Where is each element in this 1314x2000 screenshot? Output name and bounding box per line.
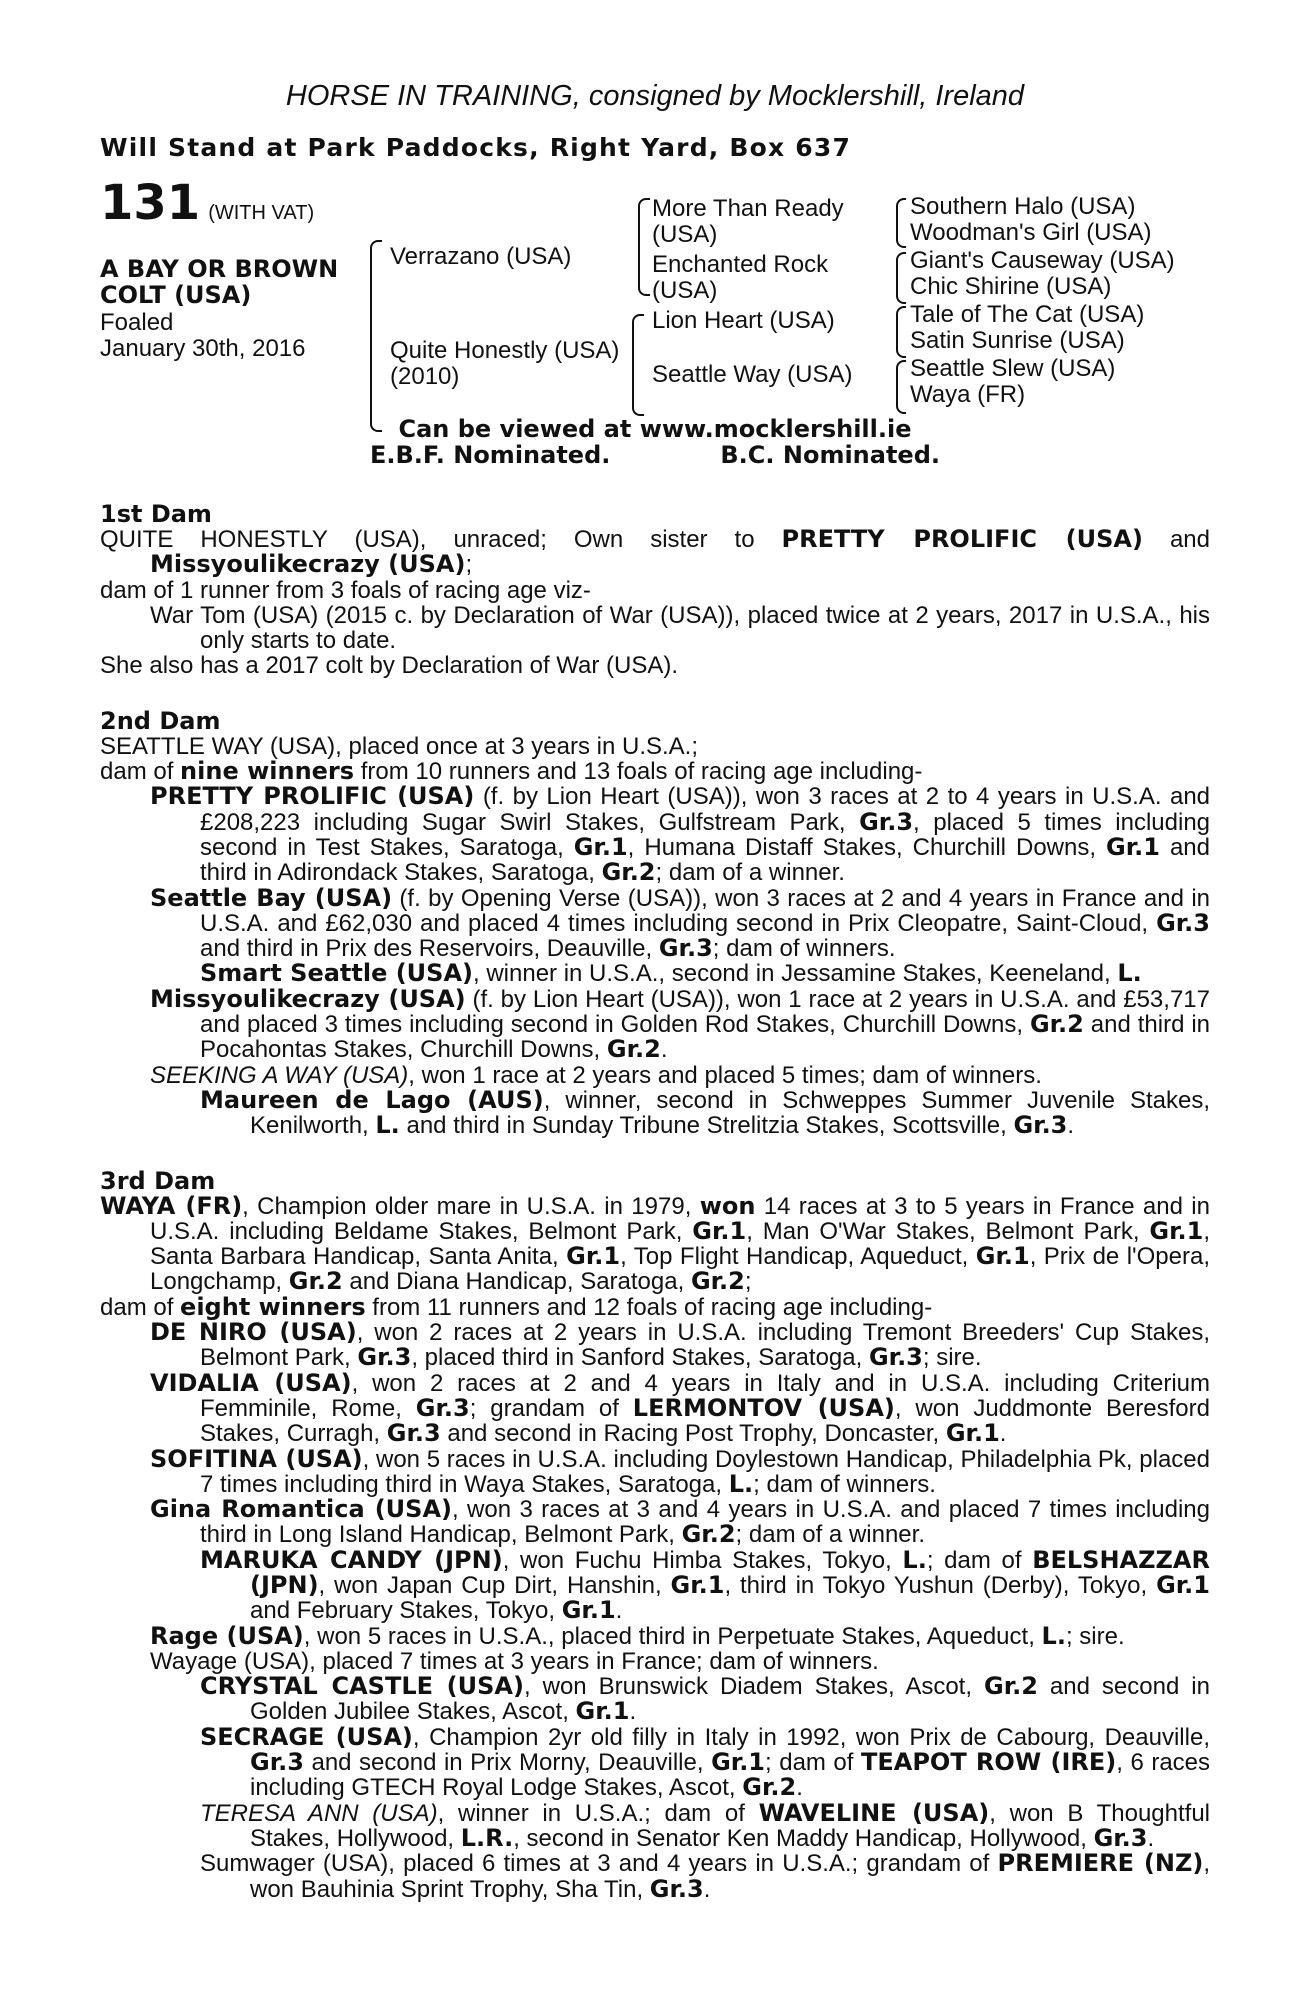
dam-year: (2010): [390, 363, 460, 390]
third-dam-produce-1: DE NIRO (USA), won 2 races at 2 years in U.S.A. including Tremont Breeders' Cup Stakes, Belmont Park, Gr.3, placed third in Sanford Stakes, Saratoga, Gr.3; sire.: [150, 1318, 1211, 1372]
grand-6: Satin Sunrise (USA): [910, 327, 1125, 354]
dam-sire: Lion Heart (USA): [652, 307, 835, 334]
lot-number-line: [100, 175, 315, 231]
grand-1: Southern Halo (USA): [910, 193, 1136, 220]
second-dam-entry: SEATTLE WAY (USA), placed once at 3 years in U.S.A.;: [100, 732, 699, 760]
pedigree-brace-2b: [632, 314, 644, 416]
sire-sire-2: (USA): [652, 221, 718, 248]
nominations: [100, 442, 1210, 468]
grand-3: Giant's Causeway (USA): [910, 247, 1175, 274]
vat-note: (WITH VAT): [208, 202, 315, 224]
third-dam-produce-2: VIDALIA (USA), won 2 races at 2 and 4 years in Italy and in U.S.A. including Criterium Femminile, Rome, Gr.3; grandam of LERMONTOV (USA), won Juddmonte Beresford Stakes, Curragh, Gr.3 and second in Racing Post Trophy, Doncaster, Gr.1.: [150, 1368, 1211, 1448]
second-dam-heading: 2nd Dam: [100, 706, 221, 735]
grand-7: Seattle Slew (USA): [910, 355, 1116, 382]
pedigree-brace-3b: [896, 252, 906, 304]
grand-2: Woodman's Girl (USA): [910, 219, 1152, 246]
sire-dam-1: Enchanted Rock: [652, 251, 829, 278]
second-dam-produce-3: Missyoulikecrazy (USA) (f. by Lion Heart (USA)), won 1 race at 2 years in U.S.A. and £53,717 and placed 3 times including second in Golden Rod Stakes, Churchill Downs, Gr.2 and third in Pocahontas Stakes, Churchill Downs, Gr.2.: [150, 984, 1210, 1064]
first-dam-produce-1: War Tom (USA) (2015 c. by Declaration of War (USA)), placed twice at 2 years, 2017 in U.S.A., his only starts to date.: [150, 601, 1210, 655]
dam-name: Quite Honestly (USA): [390, 337, 620, 364]
third-dam-produce-6: Wayage (USA), placed 7 times at 3 years in France; dam of winners.: [150, 1647, 879, 1675]
second-dam-grandproduce-2: Maureen de Lago (AUS), winner, second in Schweppes Summer Juvenile Stakes, Kenilworth, L. and third in Sunday Tribune Strelitzia Stakes, Scottsville, Gr.3.: [200, 1085, 1210, 1140]
third-dam-produce-5: Rage (USA), won 5 races in U.S.A., placed third in Perpetuate Stakes, Aqueduct, L.; sire.: [150, 1621, 1125, 1650]
third-dam-grandproduce-3: SECRAGE (USA), Champion 2yr old filly in Italy in 1992, won Prix de Cabourg, Deauville, Gr.3 and second in Prix Morny, Deauville, Gr.1; dam of TEAPOT ROW (IRE), 6 races including GTECH Royal Lodge Stakes, Ascot, Gr.2.: [200, 1722, 1211, 1802]
first-dam-note: She also has a 2017 colt by Declaration of War (USA).: [100, 652, 679, 680]
pedigree-brace-2a: [638, 198, 650, 296]
first-dam-body: [100, 527, 1210, 679]
pedigree-brace-3a: [896, 198, 906, 248]
pedigree-table: [100, 175, 1210, 430]
lot-desc-1: A BAY OR BROWN: [100, 255, 339, 283]
lot-number: 131: [100, 175, 201, 231]
first-dam-heading: 1st Dam: [100, 500, 212, 528]
third-dam-grandproduce-4: TERESA ANN (USA), winner in U.S.A.; dam of WAVELINE (USA), won B Thoughtful Stakes, Hollywood, L.R., second in Senator Ken Maddy Handicap, Hollywood, Gr.3.: [200, 1798, 1211, 1852]
pedigree-brace-3c: [896, 306, 906, 358]
second-dam-body: [100, 734, 1210, 1139]
second-dam-produce-1: PRETTY PROLIFIC (USA) (f. by Lion Heart (USA)), won 3 races at 2 to 4 years in U.S.A. and £208,223 including Sugar Swirl Stakes, Gulfstream Park, Gr.3, placed 5 times including second in Test Stakes, Saratoga, Gr.1, Humana Distaff Stakes, Churchill Downs, Gr.1 and third in Adirondack Stakes, Saratoga, Gr.2; dam of a winner.: [150, 782, 1211, 887]
stand-location: Will Stand at Park Paddocks, Right Yard, Box 637: [100, 133, 852, 162]
third-dam-grandproduce-1: MARUKA CANDY (JPN), won Fuchu Himba Stakes, Tokyo, L.; dam of BELSHAZZAR (JPN), won Japan Cup Dirt, Hanshin, Gr.1, third in Tokyo Yushun (Derby), Tokyo, Gr.1 and February Stakes, Tokyo, Gr.1.: [200, 1545, 1210, 1625]
catalogue-page: [100, 80, 1210, 1902]
ebf-note: E.B.F. Nominated.: [369, 441, 611, 469]
third-dam-produce-3: SOFITINA (USA), won 5 races in U.S.A. including Doylestown Handicap, Philadelphia Pk, placed 7 times including third in Waya Stakes, Saratoga, L.; dam of winners.: [150, 1444, 1210, 1498]
website-note: Can be viewed at www.mocklershill.ie: [398, 415, 912, 443]
first-dam-produce-summary: dam of 1 runner from 3 foals of racing age viz-: [100, 576, 591, 604]
grand-8: Waya (FR): [910, 381, 1026, 408]
grand-4: Chic Shirine (USA): [910, 273, 1112, 300]
dam-dam: Seattle Way (USA): [652, 361, 853, 388]
foaled-label: Foaled: [100, 309, 174, 336]
second-dam-produce-4: SEEKING A WAY (USA), won 1 race at 2 years and placed 5 times; dam of winners.: [150, 1061, 1042, 1089]
pedigree-brace-1: [370, 240, 382, 432]
third-dam-grandproduce-5: Sumwager (USA), placed 6 times at 3 and 4 years in U.S.A.; grandam of PREMIERE (NZ), won Bauhinia Sprint Trophy, Sha Tin, Gr.3.: [200, 1849, 1211, 1903]
third-dam-heading: 3rd Dam: [100, 1166, 216, 1195]
consignment-headline: HORSE IN TRAINING, consigned by Mocklershill, Ireland: [285, 80, 1025, 112]
grand-5: Tale of The Cat (USA): [910, 301, 1145, 328]
third-dam-body: [100, 1191, 1211, 1903]
second-dam-grandproduce-1: Smart Seattle (USA), winner in U.S.A., second in Jessamine Stakes, Keeneland, L.: [200, 959, 1142, 988]
sire-name: Verrazano (USA): [390, 243, 572, 270]
third-dam-entry: WAYA (FR), Champion older mare in U.S.A. in 1979, won 14 races at 3 to 5 years in France and in U.S.A. including Beldame Stakes, Belmont Park, Gr.1, Man O'War Stakes, Belmont Park, Gr.1, Santa Barbara Handicap, Santa Anita, Gr.1, Top Flight Handicap, Aqueduct, Gr.1, Prix de l'Opera, Longchamp, Gr.2 and Diana Handicap, Saratoga, Gr.2;: [100, 1191, 1210, 1296]
lot-desc-2: COLT (USA): [100, 281, 252, 309]
second-dam-produce-summary: dam of nine winners from 10 runners and 13 foals of racing age including-: [100, 757, 923, 786]
bc-note: B.C. Nominated.: [720, 441, 941, 469]
third-dam-produce-summary: dam of eight winners from 11 runners and 12 foals of racing age including-: [100, 1292, 933, 1321]
sire-dam-2: (USA): [652, 277, 718, 304]
foaled-date: January 30th, 2016: [100, 335, 306, 362]
first-dam-entry: QUITE HONESTLY (USA), unraced; Own sister to PRETTY PROLIFIC (USA) and Missyoulikecrazy (USA);: [100, 525, 1211, 579]
pedigree-brace-3d: [896, 360, 906, 414]
third-dam-grandproduce-2: CRYSTAL CASTLE (USA), won Brunswick Diadem Stakes, Ascot, Gr.2 and second in Golden Jubilee Stakes, Ascot, Gr.1.: [200, 1672, 1210, 1726]
third-dam-produce-4: Gina Romantica (USA), won 3 races at 3 and 4 years in U.S.A. and placed 7 times including third in Long Island Handicap, Belmont Park, Gr.2; dam of a winner.: [150, 1495, 1210, 1549]
sire-sire-1: More Than Ready: [652, 195, 844, 222]
second-dam-produce-2: Seattle Bay (USA) (f. by Opening Verse (USA)), won 3 races at 2 and 4 years in France and in U.S.A. and £62,030 and placed 4 times including second in Prix Cleopatre, Saint-Cloud, Gr.3 and third in Prix des Reservoirs, Deauville, Gr.3; dam of winners.: [150, 883, 1210, 963]
